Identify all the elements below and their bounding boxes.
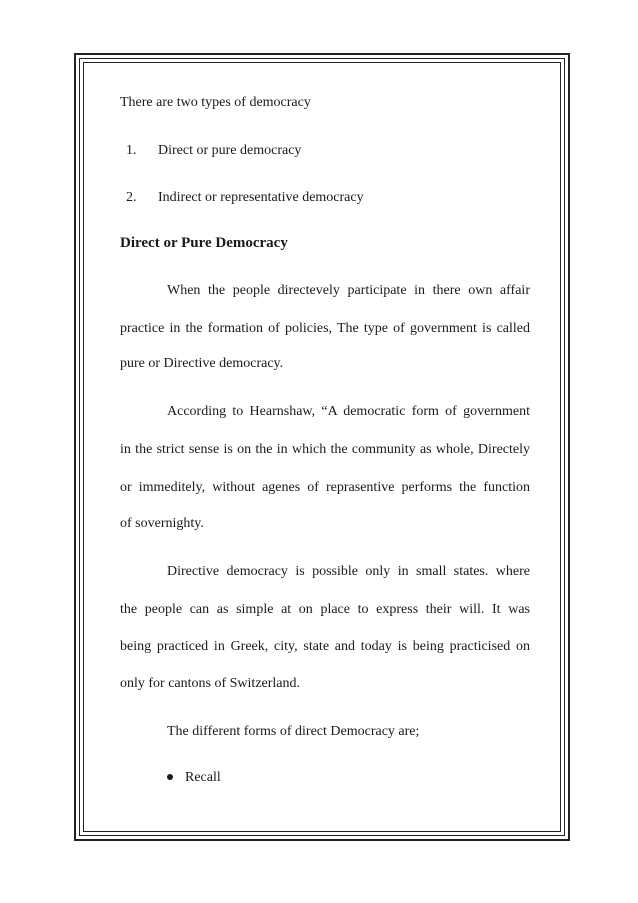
paragraph-line: of sovernighty. [120,516,204,531]
list-text: Direct or pure democracy [158,143,302,158]
paragraph-line: or immeditely, without agenes of reprasentive performs the function [120,480,530,495]
intro-text: There are two types of democracy [120,95,311,110]
paragraph-line: According to Hearnshaw, “A democratic form of government [167,404,530,419]
forms-intro: The different forms of direct Democracy are; [167,724,420,739]
list-item [120,140,530,162]
paragraph-line: When the people directevely participate in there own affair [167,283,530,298]
paragraph-line: being practiced in Greek, city, state and today is being practicised on [120,639,530,654]
list-item [120,187,530,209]
list-number: 2. [126,190,137,205]
paragraph-line: in the strict sense is on the in which the community as whole, Directely [120,442,530,457]
bullet-icon [167,774,173,780]
list-number: 1. [126,143,137,158]
bullet-item [167,767,530,789]
paragraph-line: the people can as simple at on place to express their will. It was [120,602,530,617]
section-heading: Direct or Pure Democracy [120,235,288,251]
bullet-text: Recall [185,770,221,785]
paragraph-line: pure or Directive democracy. [120,356,284,371]
paragraph-line: Directive democracy is possible only in small states. where [167,564,530,579]
paragraph-line: practice in the formation of policies, The type of government is called [120,321,530,336]
paragraph-line: only for cantons of Switzerland. [120,676,301,691]
list-text: Indirect or representative democracy [158,190,364,205]
